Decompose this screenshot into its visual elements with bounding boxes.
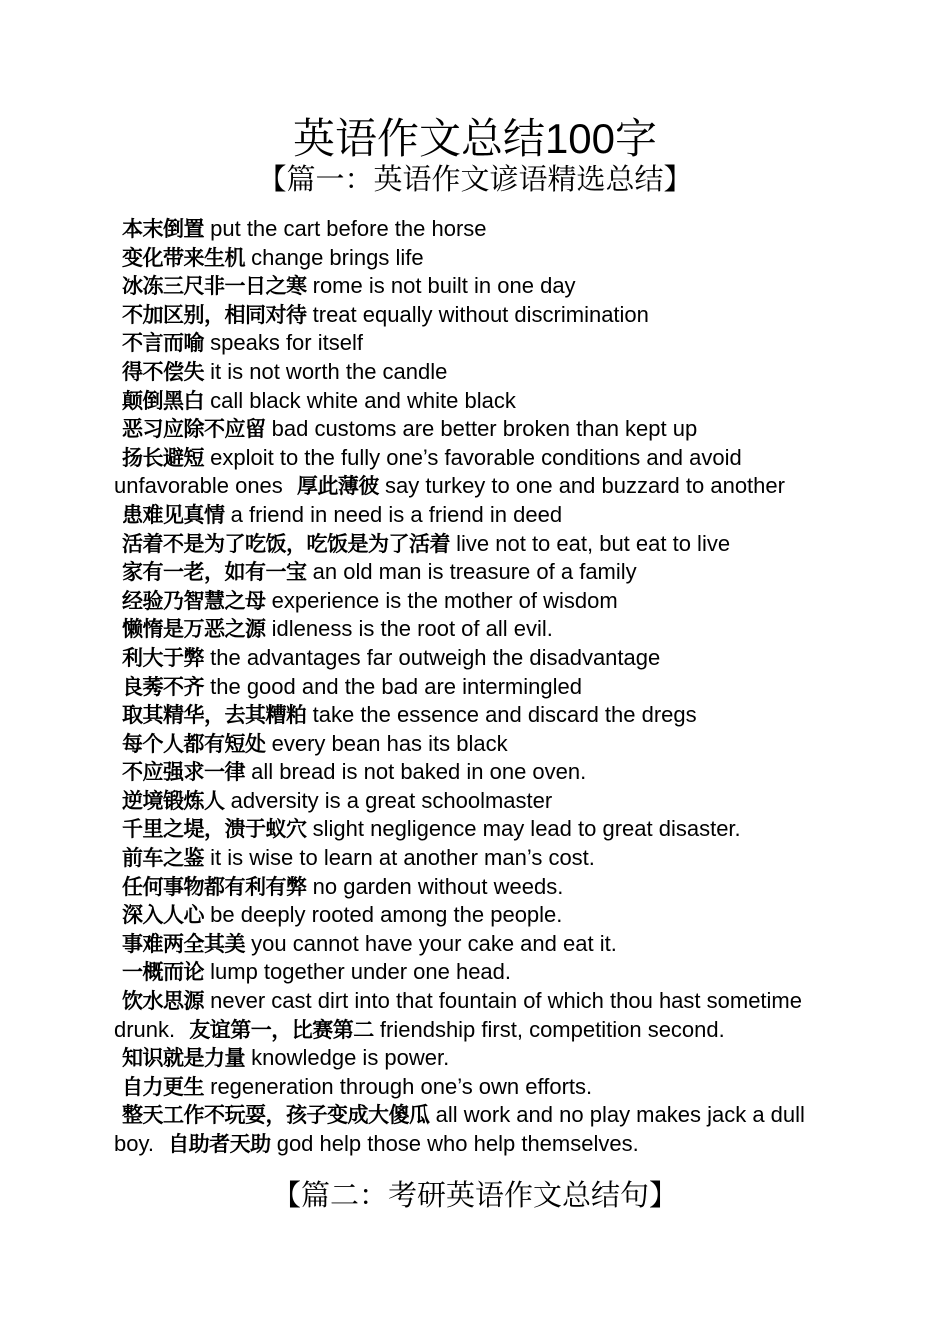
proverb-english: bad customs are better broken than kept up	[271, 416, 698, 442]
proverb-english: the advantages far outweigh the disadvantage	[210, 644, 661, 670]
proverb-english: adversity is a great schoolmaster	[230, 787, 553, 813]
proverb-chinese: 恶习应除不应留	[122, 417, 266, 442]
proverb-paragraph	[114, 530, 839, 559]
proverb-chinese: 每个人都有短处	[122, 731, 266, 756]
proverb-chinese: 一概而论	[122, 960, 204, 985]
proverb-paragraph	[114, 873, 839, 902]
proverb-english: change brings life	[251, 244, 424, 270]
proverb-paragraph	[114, 901, 839, 930]
proverb-chinese: 深入人心	[122, 903, 204, 928]
proverb-english: it is wise to learn at another man’s cost.	[210, 845, 595, 871]
proverb-chinese: 饮水思源	[122, 989, 204, 1014]
proverb-paragraph	[114, 844, 839, 873]
proverb-paragraph	[114, 930, 839, 959]
proverb-chinese: 自力更生	[122, 1074, 204, 1099]
proverb-paragraph	[114, 730, 839, 759]
proverb-english: god help those who help themselves.	[276, 1131, 639, 1156]
proverb-english: regeneration through one’s own efforts.	[210, 1073, 593, 1099]
proverb-chinese: 冰冻三尺非一日之寒	[122, 274, 307, 299]
proverb-paragraph	[114, 758, 839, 787]
proverb-list	[114, 215, 839, 1159]
proverb-english: exploit to the fully one’s favorable conditions and avoid unfavorable ones	[114, 444, 742, 499]
proverb-chinese: 事难两全其美	[122, 931, 245, 956]
proverb-paragraph	[114, 587, 839, 616]
proverb-english: every bean has its black	[271, 730, 508, 756]
proverb-chinese: 本末倒置	[122, 217, 204, 241]
proverb-paragraph	[114, 644, 839, 673]
proverb-paragraph	[114, 329, 839, 358]
proverb-chinese: 懒惰是万恶之源	[122, 617, 266, 642]
proverb-paragraph	[114, 244, 839, 273]
proverb-english: be deeply rooted among the people.	[210, 902, 563, 928]
proverb-chinese: 逆境锻炼人	[122, 788, 225, 813]
proverb-english: slight negligence may lead to great disaster.	[312, 816, 741, 842]
proverb-chinese: 厚此薄彼	[296, 474, 379, 499]
proverb-english: no garden without weeds.	[312, 873, 564, 899]
proverb-chinese: 良莠不齐	[122, 674, 204, 699]
proverb-paragraph	[114, 215, 839, 244]
proverb-english: it is not worth the candle	[210, 358, 448, 384]
proverb-english: put the cart before the horse	[210, 216, 487, 241]
proverb-chinese: 友谊第一，比赛第二	[189, 1017, 374, 1042]
proverb-chinese: 不言而喻	[122, 331, 204, 356]
proverb-english: take the essence and discard the dregs	[312, 702, 697, 728]
proverb-english: all work and no play makes jack a dull boy.	[114, 1102, 805, 1156]
proverb-chinese: 家有一老，如有一宝	[122, 560, 307, 585]
proverb-chinese: 不应强求一律	[122, 760, 245, 785]
proverb-chinese: 整天工作不玩耍，孩子变成大傻瓜	[122, 1103, 430, 1128]
proverb-chinese: 千里之堤，溃于蚁穴	[122, 817, 307, 842]
section-heading-1: 【篇一：英语作文谚语精选总结】	[257, 164, 693, 196]
proverb-english: lump together under one head.	[210, 959, 512, 985]
proverb-paragraph	[114, 1073, 839, 1102]
proverb-english: never cast dirt into that fountain of which thou hast sometime drunk.	[114, 988, 802, 1042]
proverb-english: say turkey to one and buzzard to another	[385, 473, 785, 499]
proverb-english: an old man is treasure of a family	[312, 559, 637, 585]
proverb-chinese: 自助者天助	[168, 1132, 271, 1156]
proverb-paragraph	[114, 701, 839, 730]
proverb-english: a friend in need is a friend in deed	[230, 501, 563, 527]
proverb-paragraph	[114, 444, 839, 501]
proverb-paragraph	[114, 615, 839, 644]
proverb-english: rome is not built in one day	[312, 273, 576, 299]
proverb-paragraph	[114, 815, 839, 844]
proverb-paragraph	[114, 1044, 839, 1073]
proverb-paragraph	[114, 301, 839, 330]
proverb-paragraph	[114, 987, 839, 1044]
proverb-english: speaks for itself	[210, 330, 363, 356]
proverb-chinese: 经验乃智慧之母	[122, 588, 266, 613]
proverb-chinese: 得不偿失	[122, 359, 204, 384]
proverb-chinese: 利大于弊	[122, 645, 204, 670]
proverb-paragraph	[114, 1101, 839, 1158]
document-title: 英语作文总结100字	[292, 115, 658, 162]
proverb-english: friendship first, competition second.	[379, 1016, 725, 1042]
proverb-english: all bread is not baked in one oven.	[251, 759, 587, 785]
proverb-english: treat equally without discrimination	[312, 301, 649, 327]
proverb-english: the good and the bad are intermingled	[210, 673, 582, 699]
proverb-chinese: 不加区别，相同对待	[122, 302, 307, 327]
proverb-english: knowledge is power.	[251, 1045, 450, 1071]
proverb-chinese: 患难见真情	[122, 502, 225, 527]
proverb-paragraph	[114, 387, 839, 416]
proverb-paragraph	[114, 558, 839, 587]
proverb-paragraph	[114, 787, 839, 816]
proverb-paragraph	[114, 272, 839, 301]
proverb-chinese: 活着不是为了吃饭，吃饭是为了活着	[122, 531, 450, 556]
proverb-paragraph	[114, 958, 839, 987]
proverb-chinese: 任何事物都有利有弊	[122, 874, 307, 899]
proverb-chinese: 知识就是力量	[122, 1046, 245, 1071]
proverb-chinese: 颠倒黑白	[122, 388, 204, 413]
proverb-english: you cannot have your cake and eat it.	[251, 930, 617, 956]
proverb-english: experience is the mother of wisdom	[271, 587, 618, 613]
proverb-paragraph	[114, 501, 839, 530]
proverb-chinese: 变化带来生机	[122, 245, 245, 270]
proverb-paragraph	[114, 358, 839, 387]
proverb-paragraph	[114, 415, 839, 444]
proverb-english: idleness is the root of all evil.	[271, 616, 553, 642]
proverb-english: live not to eat, but eat to live	[456, 530, 731, 556]
proverb-chinese: 取其精华，去其糟粕	[122, 703, 307, 728]
section-heading-2: 【篇二：考研英语作文总结句】	[271, 1180, 678, 1212]
proverb-english: call black white and white black	[210, 387, 516, 413]
proverb-chinese: 扬长避短	[122, 445, 204, 470]
proverb-paragraph	[114, 673, 839, 702]
proverb-chinese: 前车之鉴	[122, 846, 204, 871]
